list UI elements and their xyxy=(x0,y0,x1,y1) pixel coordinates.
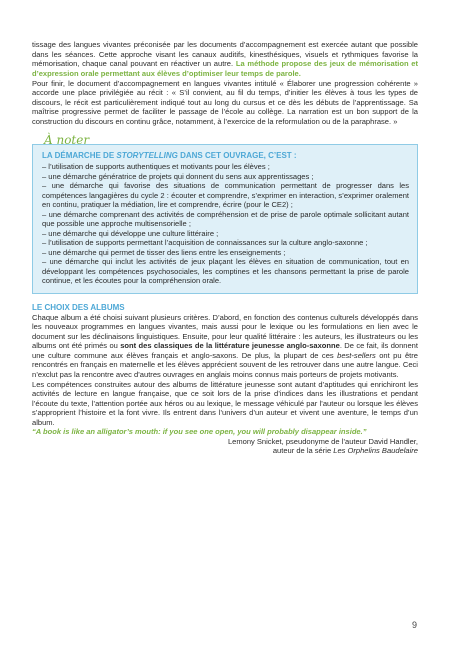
intro-highlight: La méthode propose des jeux de mémorisation et d’expression orale permettant aux élèves d’optimiser leur temps de parole. xyxy=(32,59,418,78)
section-text-c: ont pu être rencontrés en français en maternelle et les élèves apprécient souvent de les retrouver dans une autre langue. Ceci n’exclut pas la rencontre avec d’autres ouvrages en anglais moins connus mais porteurs de projets motivants. xyxy=(32,350,418,379)
quote-attribution-line-1: Lemony Snicket, pseudonyme de l’auteur David Handler, xyxy=(227,436,418,446)
section-italic-text: best-sellers xyxy=(337,350,376,360)
intro-paragraph-1 xyxy=(32,40,418,78)
intro-paragraph-2: Pour finir, le document d’accompagnement en langues vivantes intitulé « Élaborer une progression cohérente » accorde une place privilégiée au récit : « S’il convient, au fil du temps, d’initier les élèves à tous les types de discours, le récit est particulièrement indiqué tout au long du cursus et ce dès les débuts de l’apprentissage. Sa maîtrise progressive permet de faciliter le passage de l’école au collège. La narration est un bon support de la construction du discours en continu grâce, notamment, à l’exercice de la reformulation ou de la paraphrase. » xyxy=(32,78,418,126)
section-paragraph-2: Les compétences construites autour des albums de littérature jeunesse sont autant d’aptitudes qui enrichiront les activités de lecture en langue française, que ce soit lors de la prise d’indices dans les illustrations et pendant l’écoute du texte, l’attention portée aux héros ou au lexique, le message véhiculé par l’auteur ou lorsque les élèves s’approprient l’histoire et la font vivre. Ils entrent dans l’univers d’un auteur et vivent une aventure, le temps d’un album. xyxy=(32,379,418,427)
page-content xyxy=(32,40,418,456)
note-item: – une démarche comprenant des activités de compréhension et de prise de parole optimale sollicitant autant que possible une approche multisensorielle ; xyxy=(42,209,409,228)
section-heading: LE CHOIX DES ALBUMS xyxy=(32,302,125,312)
note-item: – une démarche génératrice de projets qui donnent du sens aux apprentissages ; xyxy=(42,171,314,181)
note-box xyxy=(32,133,418,294)
note-title-part-1: LA DÉMARCHE DE xyxy=(42,151,117,160)
note-item: – une démarche qui inclut les activités de jeux plaçant les élèves en situation de communication, tout en développant les compétences psychosociales, les comptines et les chansons permettant la prise de parole continue, et les écoutes pour la compréhension orale. xyxy=(42,257,409,285)
note-title xyxy=(42,151,409,161)
note-title-italic: STORYTELLING xyxy=(116,151,178,160)
note-item: – une démarche qui permet de tisser des liens entre les enseignements ; xyxy=(42,247,286,257)
intro-text: tissage des langues vivantes préconisée par les documents d’accompagnement est exercée autant que possible dans les séances. Cette approche visant les canaux auditifs, kinesthésiques, visuels et rythmiques favorise la mémorisation, chaque canal pouvant en réactiver un autre. xyxy=(32,40,418,68)
note-item: – l’utilisation de supports authentiques et motivants pour les élèves ; xyxy=(42,162,270,171)
section-paragraph-1 xyxy=(32,313,418,380)
section-bold-text: sont des classiques de la littérature jeunesse anglo-saxonne xyxy=(120,341,340,350)
note-item: – l’utilisation de supports permettant l’acquisition de connaissances sur la culture anglo-saxonne ; xyxy=(42,238,368,247)
attribution-text: auteur de la série xyxy=(272,446,334,455)
quote-attribution-line-2 xyxy=(32,446,418,456)
book-quote: “A book is like an alligator’s mouth: if you see one open, you will probably disappear inside.” xyxy=(32,427,367,436)
attribution-series-title: Les Orphelins Baudelaire xyxy=(333,446,418,455)
page-number: 9 xyxy=(412,620,418,630)
note-label: À noter xyxy=(44,133,90,147)
note-item: – une démarche qui favorise des situations de communication permettant de progresser dans les compétences langagières du cycle 2 : écouter et comprendre, s’exprimer en interaction, s’exprimer oralement en continu, pratiquer la médiation, lire et comprendre, écrire (pour le CE2) ; xyxy=(42,181,409,209)
note-item: – une démarche qui développe une culture littéraire ; xyxy=(42,228,219,238)
section-text-a: Chaque album a été choisi suivant plusieurs critères. D’abord, en fonction des contenus culturels développés dans les nouveaux programmes en langues vivantes, mais aussi pour le lexique ou les formulations en lien avec le document sur les déclinaisons linguistiques. Ensuite, pour leur qualité littéraire : les auteurs, les illustrateurs ou les albums ont été primés ou xyxy=(32,312,418,350)
section-text-b: . De ce fait, ils donnent une culture commune aux élèves français et anglo-saxons. De plus, la plupart de ces xyxy=(32,341,418,360)
note-title-part-3: DANS CET OUVRAGE, C’EST : xyxy=(177,151,297,160)
